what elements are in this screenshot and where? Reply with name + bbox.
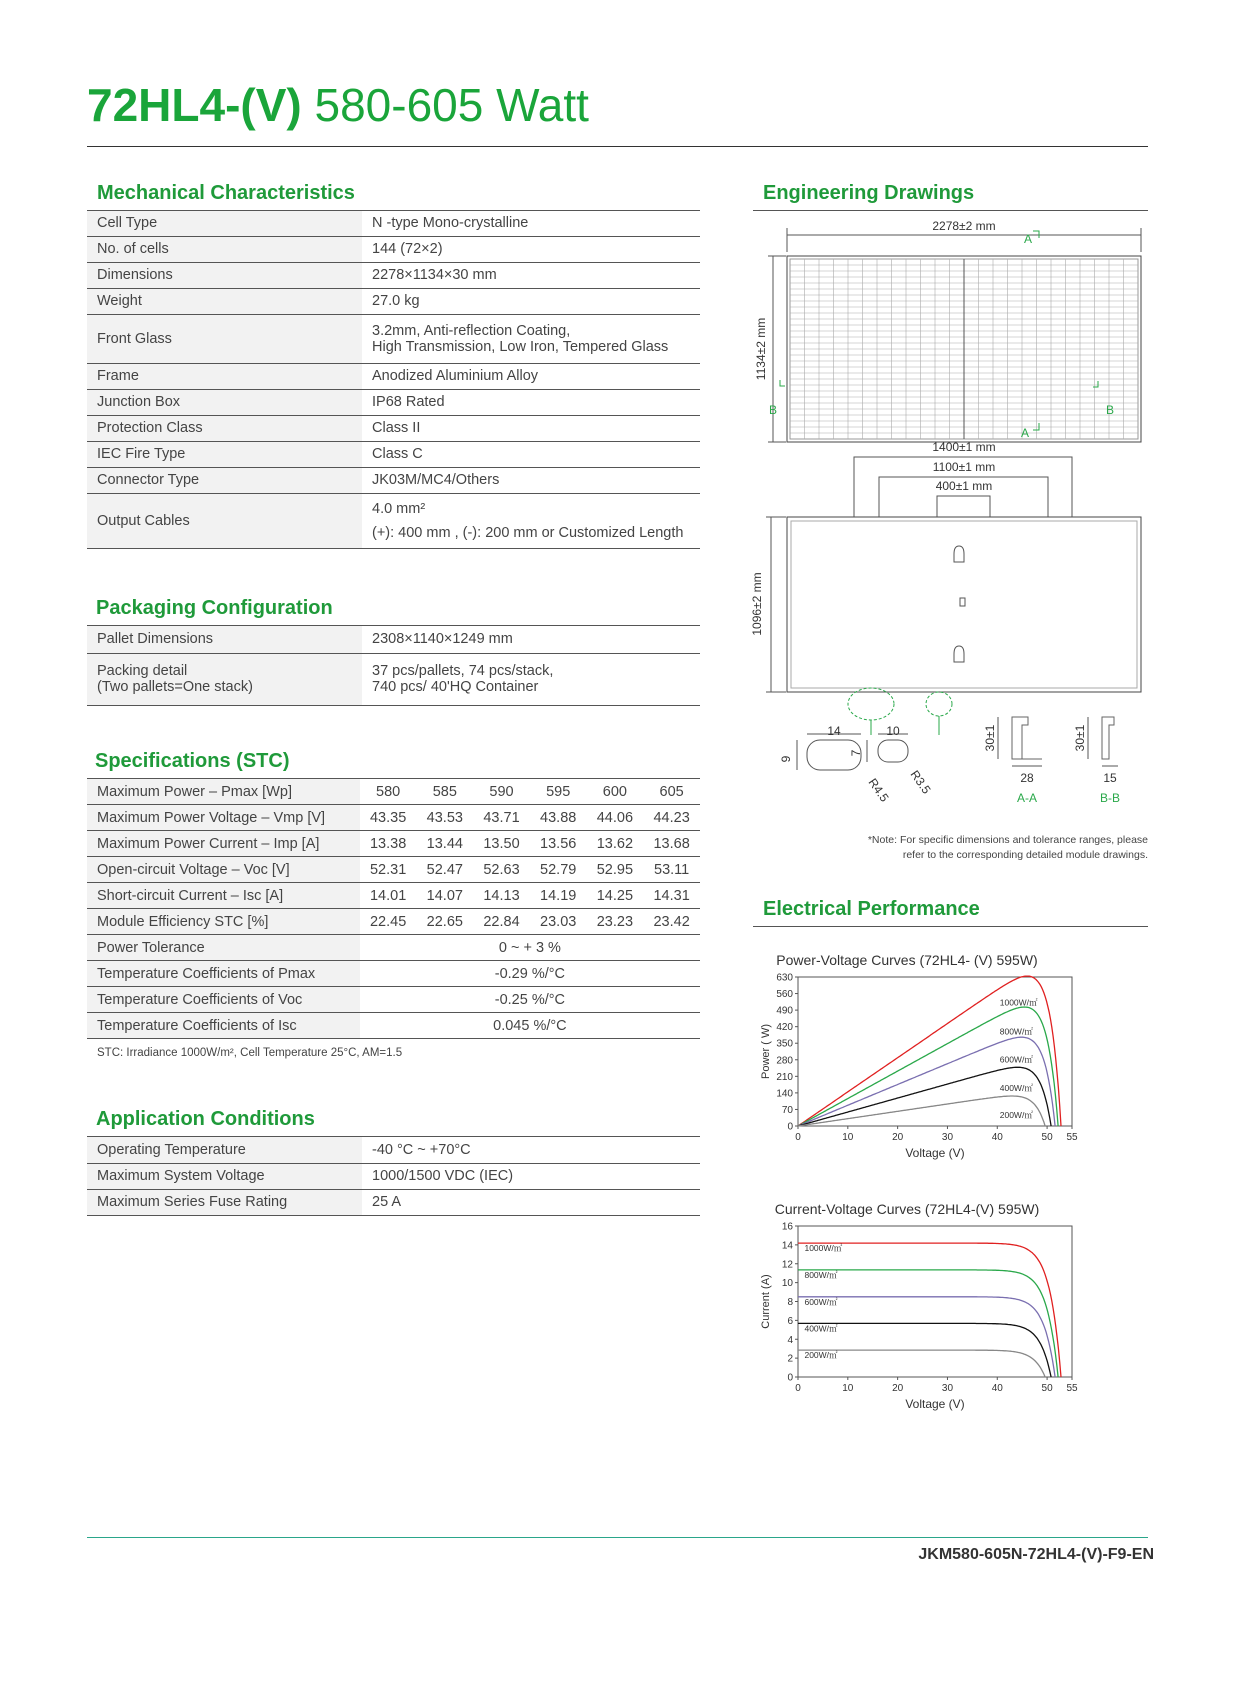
x-tick-label: 10 bbox=[842, 1132, 854, 1143]
y-tick-label: 210 bbox=[776, 1071, 793, 1083]
table-row bbox=[87, 1189, 700, 1215]
row-value: 44.06 bbox=[587, 805, 644, 831]
y-tick-label: 0 bbox=[787, 1372, 793, 1384]
series-label: 600W/㎡ bbox=[999, 1054, 1033, 1065]
title-divider bbox=[87, 146, 1148, 147]
mechanical-title: Mechanical Characteristics bbox=[97, 182, 355, 204]
note-line: *Note: For specific dimensions and tolerance ranges, please bbox=[867, 834, 1148, 846]
dim-7: 7 bbox=[849, 749, 863, 757]
row-value: 23.23 bbox=[587, 909, 644, 935]
row-key: Pallet Dimensions bbox=[87, 626, 362, 653]
row-value bbox=[362, 314, 700, 363]
row-value: 2308×1140×1249 mm bbox=[362, 626, 700, 653]
row-key: Frame bbox=[87, 363, 362, 389]
row-key: Junction Box bbox=[87, 389, 362, 415]
y-tick-label: 16 bbox=[781, 1221, 793, 1233]
section-b-right: B bbox=[1106, 403, 1115, 417]
row-key: Temperature Coefficients of Voc bbox=[87, 987, 360, 1013]
application-table bbox=[87, 1137, 700, 1216]
chart-title: Power-Voltage Curves (72HL4- (V) 595W) bbox=[776, 952, 1038, 968]
x-tick-label: 20 bbox=[892, 1383, 904, 1394]
x-tick-label: 20 bbox=[892, 1132, 904, 1143]
row-value: 14.07 bbox=[416, 883, 473, 909]
key-line: (Two pallets=One stack) bbox=[97, 679, 253, 695]
dim-28: 28 bbox=[1020, 771, 1034, 785]
row-value: 52.63 bbox=[473, 857, 530, 883]
row-value: 595 bbox=[530, 779, 587, 805]
x-axis-label: Voltage (V) bbox=[905, 1397, 965, 1411]
y-tick-label: 12 bbox=[781, 1259, 793, 1271]
table-row bbox=[87, 961, 700, 987]
table-row bbox=[87, 909, 700, 935]
row-value: 585 bbox=[416, 779, 473, 805]
table-row bbox=[87, 211, 700, 236]
value-line: (+): 400 mm , (-): 200 mm or Customized Length bbox=[372, 524, 684, 541]
section-a-bottom: A bbox=[1021, 426, 1030, 440]
series-label: 1000W/㎡ bbox=[804, 1243, 843, 1254]
dim-10: 10 bbox=[886, 724, 900, 738]
row-value: JK03M/MC4/Others bbox=[362, 467, 700, 493]
row-value: 52.31 bbox=[360, 857, 417, 883]
row-value: 52.79 bbox=[530, 857, 587, 883]
row-key: IEC Fire Type bbox=[87, 441, 362, 467]
row-value: 53.11 bbox=[643, 857, 700, 883]
row-key: Front Glass bbox=[87, 314, 362, 363]
series-label: 400W/㎡ bbox=[804, 1323, 838, 1334]
value-line: 4.0 mm² bbox=[372, 500, 426, 517]
dim-30-b: 30±1 bbox=[1073, 724, 1087, 752]
row-value: 43.53 bbox=[416, 805, 473, 831]
row-key: No. of cells bbox=[87, 236, 362, 262]
drawing-note bbox=[760, 833, 1148, 863]
row-key: Maximum Series Fuse Rating bbox=[87, 1189, 362, 1215]
dim-9: 9 bbox=[779, 755, 793, 763]
row-value: 13.44 bbox=[416, 831, 473, 857]
dim-15: 15 bbox=[1103, 771, 1117, 785]
row-value: 0.045 %/°C bbox=[360, 1013, 700, 1039]
series-label: 400W/㎡ bbox=[999, 1083, 1033, 1094]
row-value: 590 bbox=[473, 779, 530, 805]
table-row bbox=[87, 987, 700, 1013]
dim-400: 400±1 mm bbox=[935, 479, 993, 493]
x-tick-label: 0 bbox=[795, 1132, 801, 1143]
row-key: Maximum Power Current – Imp [A] bbox=[87, 831, 360, 857]
x-axis-label: Voltage (V) bbox=[905, 1146, 965, 1160]
dim-1096: 1096±2 mm bbox=[750, 572, 764, 636]
y-tick-label: 6 bbox=[787, 1315, 793, 1327]
row-value: 2278×1134×30 mm bbox=[362, 262, 700, 288]
row-value: 0 ~ + 3 % bbox=[360, 935, 700, 961]
row-value: 13.50 bbox=[473, 831, 530, 857]
row-value: -40 °C ~ +70°C bbox=[362, 1137, 700, 1163]
model-name: 72HL4-(V) bbox=[87, 79, 302, 131]
y-axis-label: Current (A) bbox=[760, 1274, 772, 1329]
packaging-title: Packaging Configuration bbox=[96, 597, 333, 619]
row-value: 14.25 bbox=[587, 883, 644, 909]
y-tick-label: 14 bbox=[781, 1240, 793, 1252]
row-key: Maximum Power – Pmax [Wp] bbox=[87, 779, 360, 805]
footer-divider bbox=[87, 1537, 1148, 1538]
value-line: 740 pcs/ 40'HQ Container bbox=[372, 679, 539, 695]
y-tick-label: 490 bbox=[776, 1005, 793, 1017]
row-key: Maximum System Voltage bbox=[87, 1163, 362, 1189]
y-tick-label: 0 bbox=[787, 1121, 793, 1133]
note-line: refer to the corresponding detailed module drawings. bbox=[902, 849, 1148, 861]
y-tick-label: 8 bbox=[787, 1297, 793, 1308]
section-b-b: B-B bbox=[1099, 791, 1121, 805]
row-value: 22.65 bbox=[416, 909, 473, 935]
y-axis-label: Power ( W) bbox=[760, 1024, 772, 1079]
series-label: 200W/㎡ bbox=[999, 1110, 1033, 1121]
row-value: 605 bbox=[643, 779, 700, 805]
x-tick-label: 55 bbox=[1066, 1132, 1078, 1143]
page-title bbox=[87, 78, 589, 132]
table-row bbox=[87, 441, 700, 467]
table-row bbox=[87, 288, 700, 314]
x-tick-label: 30 bbox=[941, 1132, 954, 1143]
table-row bbox=[87, 626, 700, 653]
section-b-left: B bbox=[769, 403, 778, 417]
row-key: Temperature Coefficients of Isc bbox=[87, 1013, 360, 1039]
table-row bbox=[87, 831, 700, 857]
key-line: Packing detail bbox=[97, 663, 188, 679]
table-row bbox=[87, 493, 700, 548]
row-value: 52.47 bbox=[416, 857, 473, 883]
table-row bbox=[87, 1163, 700, 1189]
row-key: Dimensions bbox=[87, 262, 362, 288]
row-value: 13.68 bbox=[643, 831, 700, 857]
x-tick-label: 40 bbox=[991, 1383, 1003, 1394]
drawings-title: Engineering Drawings bbox=[763, 182, 975, 204]
x-tick-label: 10 bbox=[842, 1383, 854, 1394]
table-row bbox=[87, 467, 700, 493]
row-key: Short-circuit Current – Isc [A] bbox=[87, 883, 360, 909]
x-tick-label: 55 bbox=[1066, 1383, 1078, 1394]
row-value: N -type Mono-crystalline bbox=[362, 211, 700, 236]
series-line bbox=[798, 1297, 1055, 1377]
row-value: 22.84 bbox=[473, 909, 530, 935]
dim-14: 14 bbox=[827, 724, 841, 738]
table-row bbox=[87, 262, 700, 288]
table-row bbox=[87, 363, 700, 389]
chart-title: Current-Voltage Curves (72HL4-(V) 595W) bbox=[774, 1203, 1040, 1217]
table-row bbox=[87, 236, 700, 262]
x-tick-label: 30 bbox=[941, 1383, 954, 1394]
series-label: 200W/㎡ bbox=[804, 1350, 838, 1361]
row-key: Operating Temperature bbox=[87, 1137, 362, 1163]
row-key: Weight bbox=[87, 288, 362, 314]
series-label: 600W/㎡ bbox=[804, 1296, 838, 1307]
row-key: Protection Class bbox=[87, 415, 362, 441]
y-tick-label: 70 bbox=[781, 1104, 793, 1116]
row-value: 13.56 bbox=[530, 831, 587, 857]
series-label: 800W/㎡ bbox=[999, 1026, 1033, 1037]
value-line: 3.2mm, Anti-reflection Coating, bbox=[372, 322, 571, 339]
dim-1400: 1400±1 mm bbox=[932, 440, 996, 454]
series-label: 800W/㎡ bbox=[804, 1269, 838, 1280]
power-range: 580-605 Watt bbox=[301, 79, 589, 131]
table-row bbox=[87, 389, 700, 415]
row-value: 144 (72×2) bbox=[362, 236, 700, 262]
pv-chart bbox=[755, 950, 1155, 1190]
electrical-title-rule bbox=[753, 926, 1148, 927]
row-value: 14.19 bbox=[530, 883, 587, 909]
table-row bbox=[87, 935, 700, 961]
row-value: Class C bbox=[362, 441, 700, 467]
row-value: 43.35 bbox=[360, 805, 417, 831]
dim-1100: 1100±1 mm bbox=[932, 460, 996, 474]
row-key: Temperature Coefficients of Pmax bbox=[87, 961, 360, 987]
row-value: Class II bbox=[362, 415, 700, 441]
table-row bbox=[87, 805, 700, 831]
row-value: -0.25 %/°C bbox=[360, 987, 700, 1013]
section-a-a: A-A bbox=[1016, 791, 1038, 805]
y-tick-label: 420 bbox=[776, 1022, 793, 1034]
table-row bbox=[87, 883, 700, 909]
row-key: Module Efficiency STC [%] bbox=[87, 909, 360, 935]
row-key: Connector Type bbox=[87, 467, 362, 493]
packaging-table bbox=[87, 626, 700, 706]
x-tick-label: 40 bbox=[991, 1132, 1003, 1143]
row-value: 52.95 bbox=[587, 857, 644, 883]
mechanical-table bbox=[87, 211, 700, 549]
table-row bbox=[87, 857, 700, 883]
row-value: Anodized Aluminium Alloy bbox=[362, 363, 700, 389]
row-value: -0.29 %/°C bbox=[360, 961, 700, 987]
y-tick-label: 140 bbox=[776, 1088, 793, 1100]
y-tick-label: 630 bbox=[776, 972, 793, 984]
row-key: Output Cables bbox=[87, 493, 362, 548]
specs-title: Specifications (STC) bbox=[95, 750, 290, 772]
document-code: JKM580-605N-72HL4-(V)-F9-EN bbox=[918, 1546, 1154, 1563]
application-title: Application Conditions bbox=[96, 1108, 315, 1130]
drawings-title-rule bbox=[753, 210, 1148, 211]
section-a-top: A bbox=[1024, 232, 1033, 246]
row-value: 43.71 bbox=[473, 805, 530, 831]
row-value: 1000/1500 VDC (IEC) bbox=[362, 1163, 700, 1189]
y-tick-label: 560 bbox=[776, 989, 793, 1001]
row-key: Open-circuit Voltage – Voc [V] bbox=[87, 857, 360, 883]
table-row bbox=[87, 1013, 700, 1039]
dim-length: 2278±2 mm bbox=[932, 219, 996, 233]
x-tick-label: 50 bbox=[1041, 1132, 1053, 1143]
x-tick-label: 0 bbox=[795, 1383, 801, 1394]
y-tick-label: 350 bbox=[776, 1038, 793, 1050]
row-value bbox=[362, 493, 700, 548]
row-value: 23.03 bbox=[530, 909, 587, 935]
row-value: IP68 Rated bbox=[362, 389, 700, 415]
electrical-title: Electrical Performance bbox=[763, 898, 980, 920]
dim-width: 1134±2 mm bbox=[754, 317, 768, 381]
table-row bbox=[87, 779, 700, 805]
table-row bbox=[87, 1137, 700, 1163]
value-line: High Transmission, Low Iron, Tempered Glass bbox=[372, 338, 669, 355]
y-tick-label: 280 bbox=[776, 1055, 793, 1067]
engineering-drawing bbox=[740, 212, 1180, 852]
table-row bbox=[87, 415, 700, 441]
series-line bbox=[798, 1007, 1058, 1126]
x-tick-label: 50 bbox=[1041, 1383, 1053, 1394]
row-value: 25 A bbox=[362, 1189, 700, 1215]
row-key: Maximum Power Voltage – Vmp [V] bbox=[87, 805, 360, 831]
series-label: 1000W/㎡ bbox=[999, 997, 1038, 1008]
table-row bbox=[87, 653, 700, 705]
value-line: 37 pcs/pallets, 74 pcs/stack, bbox=[372, 663, 554, 679]
row-value: 44.23 bbox=[643, 805, 700, 831]
stc-note: STC: Irradiance 1000W/m², Cell Temperature 25°C, AM=1.5 bbox=[97, 1047, 403, 1059]
radius-3-5: R3.5 bbox=[907, 767, 934, 797]
row-value: 14.13 bbox=[473, 883, 530, 909]
radius-4-5: R4.5 bbox=[865, 775, 892, 805]
row-value: 43.88 bbox=[530, 805, 587, 831]
y-tick-label: 2 bbox=[787, 1353, 793, 1365]
row-value: 600 bbox=[587, 779, 644, 805]
row-value: 14.31 bbox=[643, 883, 700, 909]
row-key bbox=[87, 653, 362, 705]
row-value: 14.01 bbox=[360, 883, 417, 909]
row-value: 23.42 bbox=[643, 909, 700, 935]
row-value bbox=[362, 653, 700, 705]
specs-table bbox=[87, 779, 700, 1039]
iv-chart bbox=[755, 1203, 1155, 1448]
table-row bbox=[87, 314, 700, 363]
row-value: 13.62 bbox=[587, 831, 644, 857]
y-tick-label: 4 bbox=[787, 1334, 793, 1346]
row-value: 13.38 bbox=[360, 831, 417, 857]
row-value: 580 bbox=[360, 779, 417, 805]
row-value: 22.45 bbox=[360, 909, 417, 935]
y-tick-label: 10 bbox=[781, 1278, 793, 1290]
row-value: 27.0 kg bbox=[362, 288, 700, 314]
row-key: Power Tolerance bbox=[87, 935, 360, 961]
dim-30-a: 30±1 bbox=[983, 724, 997, 752]
row-key: Cell Type bbox=[87, 211, 362, 236]
